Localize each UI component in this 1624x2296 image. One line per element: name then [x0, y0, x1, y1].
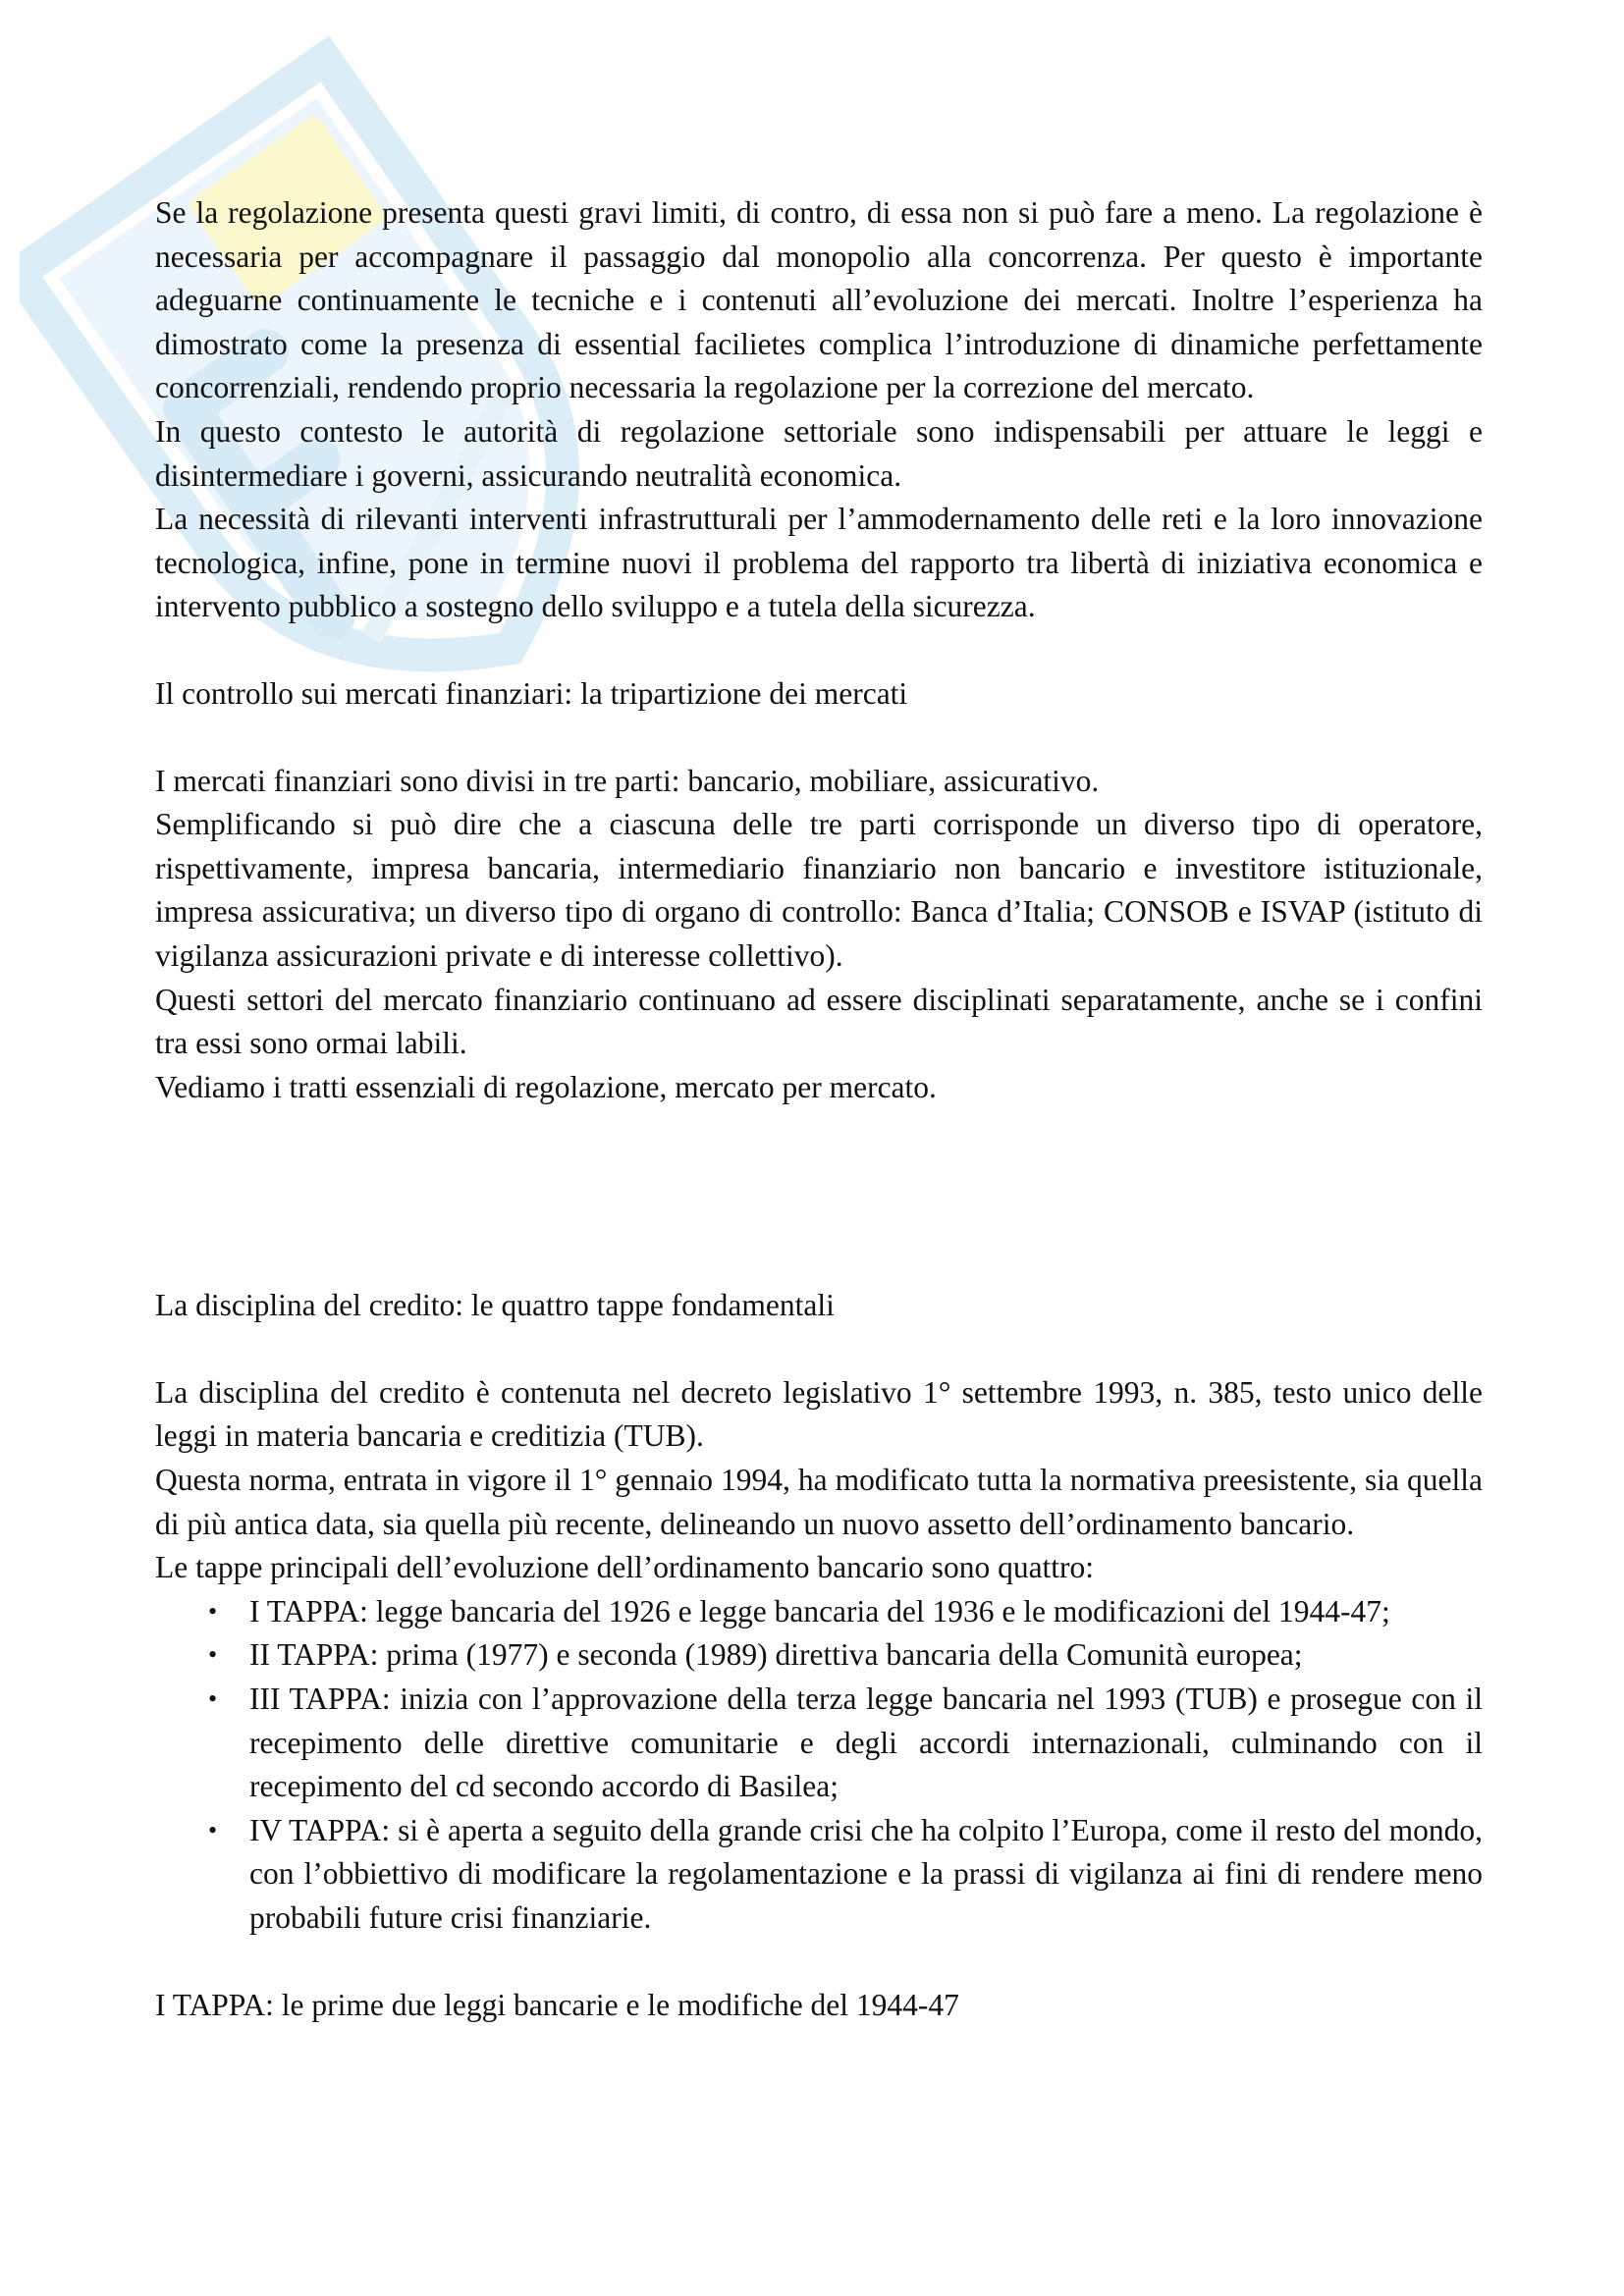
stages-list [155, 1590, 1483, 1941]
bullet-icon: • [208, 1815, 218, 1844]
spacer [155, 1941, 1483, 1984]
list-item [155, 1633, 1483, 1678]
list-item [155, 1590, 1483, 1634]
spacer [155, 629, 1483, 672]
list-item-text: II TAPPA: prima (1977) e seconda (1989) direttiva bancaria della Comunità europea; [249, 1637, 1303, 1673]
paragraph-tub-effect: Questa norma, entrata in vigore il 1° gennaio 1994, ha modificato tutta la normativa preesistente, sia quella di più antica data, sia quella più recente, delineando un nuovo assetto dell’ordinamento bancario. [155, 1463, 1483, 1541]
paragraph-infrastructure: La necessità di rilevanti interventi infrastrutturali per l’ammodernamento delle reti e la loro innovazione tecnologica, infine, pone in termine nuovi il problema del rapporto tra libertà di iniziativa economica e intervento pubblico a sostegno dello sviluppo e a tutela della sicurezza. [155, 502, 1483, 624]
bullet-icon: • [208, 1684, 218, 1714]
list-item-text: IV TAPPA: si è aperta a seguito della grande crisi che ha colpito l’Europa, come il resto del mondo, con l’obbiettivo di modificare la regolamentazione e la prassi di vigilanza ai fini di rendere meno probabili future crisi finanziarie. [249, 1812, 1483, 1935]
section-heading-markets: Il controllo sui mercati finanziari: la tripartizione dei mercati [155, 675, 908, 711]
list-item [155, 1809, 1483, 1941]
paragraph-sector-authorities: In questo contesto le autorità di regolazione settoriale sono indispensabili per attuare le leggi e disintermediare i governi, assicurando neutralità economica. [155, 413, 1483, 493]
list-item-text: III TAPPA: inizia con l’approvazione della terza legge bancaria nel 1993 (TUB) e prosegue con il recepimento delle direttive comunitarie e degli accordi internazionali, culminando con il recepimento del cd secondo accordo di Basilea; [249, 1682, 1483, 1804]
section-heading-first-stage: I TAPPA: le prime due leggi bancarie e le modifiche del 1944-47 [155, 1987, 959, 2022]
document-body [155, 191, 1483, 2027]
section-heading-credit: La disciplina del credito: le quattro tappe fondamentali [155, 1288, 835, 1323]
spacer [155, 717, 1483, 760]
spacer [155, 1109, 1483, 1284]
bullet-icon: • [208, 1596, 218, 1626]
list-item [155, 1678, 1483, 1809]
paragraph-regulation-limits: Se la regolazione presenta questi gravi limiti, di contro, di essa non si può fare a meno. La regolazione è necessaria per accompagnare il passaggio dal monopolio alla concorrenza. Per questo è importante adeguarne continuamente le tecniche e i contenuti all’evoluzione dei mercati. Inoltre l’esperienza ha dimostrato come la presenza di essential facilietes complica l’introduzione di dinamiche perfettamente concorrenziali, rendendo proprio necessaria la regolazione per la correzione del mercato. [155, 195, 1483, 405]
paragraph-stages-intro: Le tappe principali dell’evoluzione dell’ordinamento bancario sono quattro: [155, 1550, 1095, 1585]
paragraph-operators-controllers: Semplificando si può dire che a ciascuna delle tre parti corrisponde un diverso tipo di operatore, rispettivamente, impresa bancaria, intermediario finanziario non bancario e investitore istituzionale, impresa assicurativa; un diverso tipo di organo di controllo: Banca d’Italia; CONSOB e ISVAP (istituto di vigilanza assicurazioni private e di interesse collettivo). [155, 807, 1483, 973]
spacer [155, 1328, 1483, 1371]
paragraph-markets-division: I mercati finanziari sono divisi in tre parti: bancario, mobiliare, assicurativo. [155, 763, 1100, 798]
list-item-text: I TAPPA: legge bancaria del 1926 e legge bancaria del 1936 e le modificazioni del 1944-47; [249, 1593, 1390, 1629]
bullet-icon: • [208, 1640, 218, 1670]
paragraph-separate-discipline: Questi settori del mercato finanziario continuano ad essere disciplinati separatamente, anche se i confini tra essi sono ormai labili. [155, 982, 1483, 1061]
paragraph-market-by-market: Vediamo i tratti essenziali di regolazione, mercato per mercato. [155, 1069, 937, 1104]
paragraph-tub-decree: La disciplina del credito è contenuta nel decreto legislativo 1° settembre 1993, n. 385, testo unico delle leggi in materia bancaria e creditizia (TUB). [155, 1374, 1483, 1454]
